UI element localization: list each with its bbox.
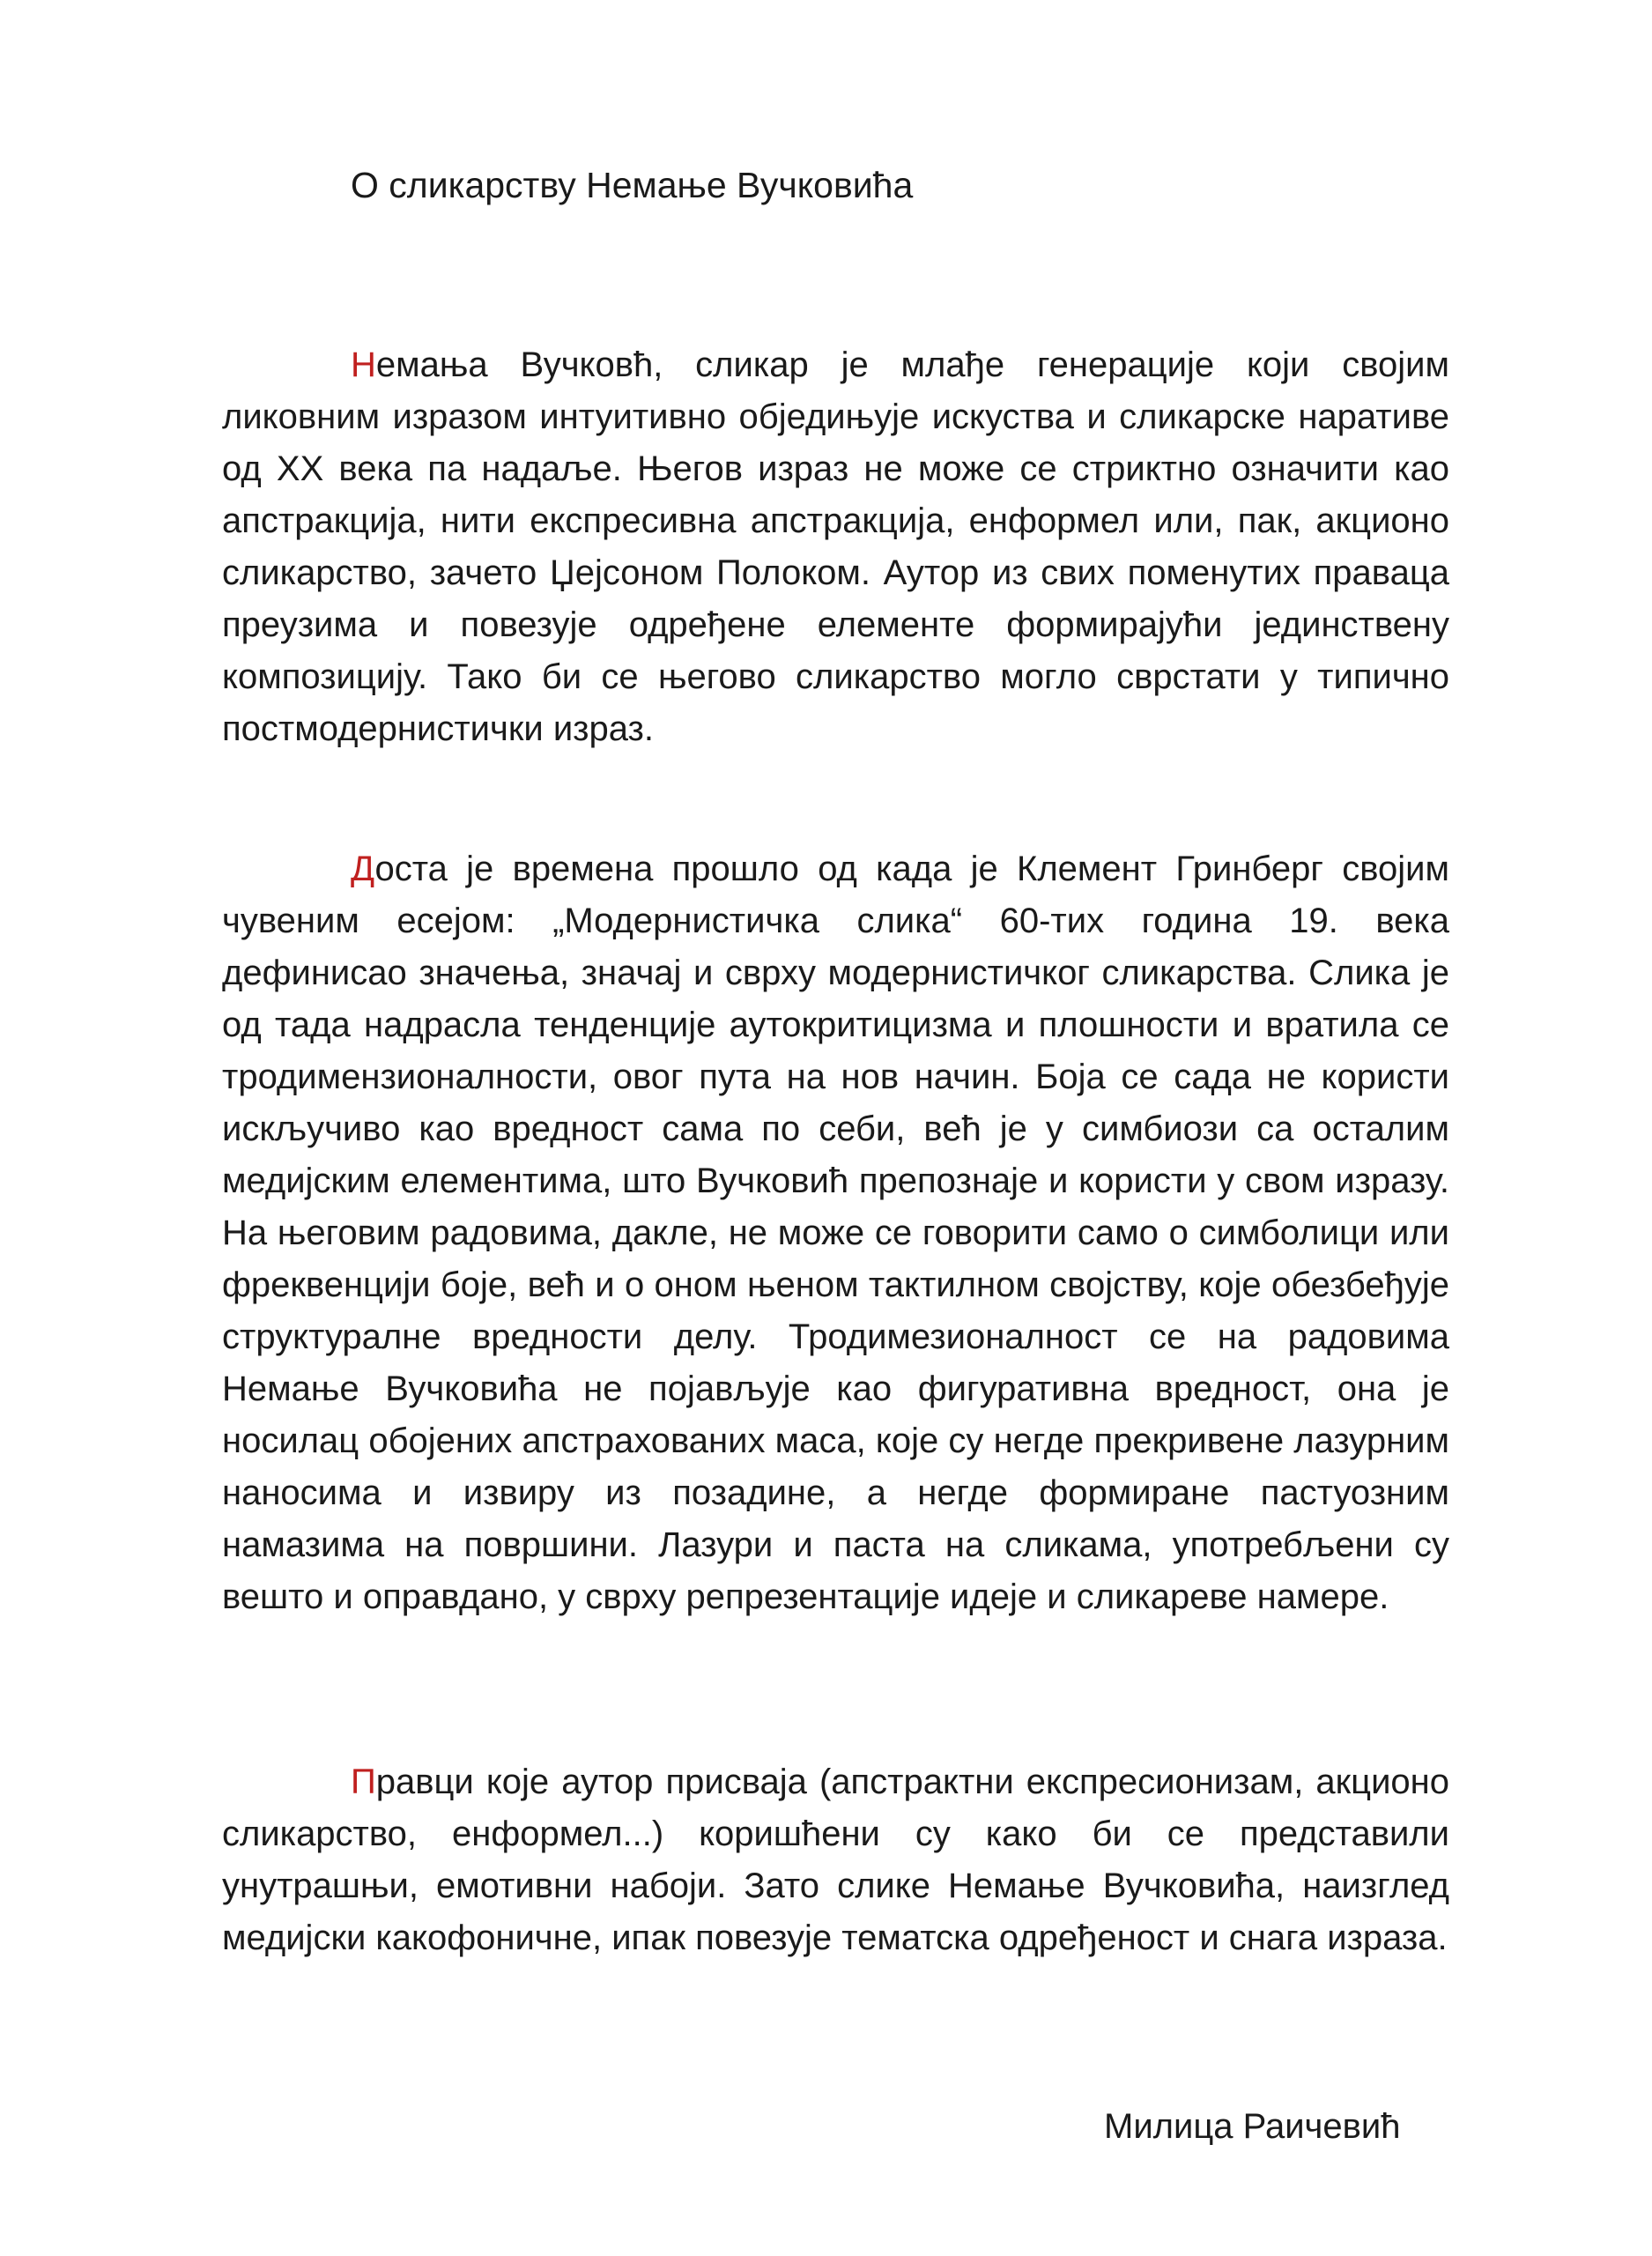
paragraph-2-text bbox=[222, 843, 1449, 1623]
author-signature: Милица Раичевић bbox=[1104, 2107, 1401, 2146]
paragraph-2-initial: Д bbox=[351, 850, 375, 888]
paragraph-3-text bbox=[222, 1756, 1449, 1964]
paragraph-3-initial: П bbox=[351, 1762, 376, 1801]
paragraph-2-body: оста је времена прошло од када је Клемент Гринберг својим чувеним есејом: „Модернистичка слика“ 60-тих година 19. века дефинисао значења, значај и сврху модернистичког сликарства. Слика је од тада надрасла тенденције аутокритицизма и плошности и вратила се тродимензионалности, овог пута на нов начин. Боја се сада не користи искључиво као вредност сама по себи, већ је у симбиози са осталим медијским елементима, што Вучковић препознаје и користи у свом изразу. На његовим радовима, дакле, не може се говорити само о симболици или фреквенцији боје, већ и о оном њеном тактилном својству, које обезбеђује структуралне вредности делу. Тродимезионалност се на радовима Немање Вучковића не појављује као фигуративна вредност, она је носилац обојених апстрахованих маса, које су негде прекривене лазурним наносима и извиру из позадине, а негде формиране пастуозним намазима на површини. Лазури и паста на сликама, употребљени су вешто и оправдано, у сврху репрезентације идеје и сликареве намере. bbox=[222, 850, 1449, 1616]
paragraph-1-text bbox=[222, 339, 1449, 755]
document-title: О сликарству Немање Вучковића bbox=[351, 165, 914, 205]
paragraph-2 bbox=[222, 843, 1449, 1623]
paragraph-3-body: равци које аутор присваја (апстрактни експресионизам, акционо сликарство, енформел...) коришћени су како би се представили унутрашњи, емотивни набоји. Зато слике Немање Вучковића, наизглед медијски какофоничне, ипак повезује тематска одређеност и снага израза. bbox=[222, 1762, 1449, 1957]
paragraph-1-body: емања Вучковћ, сликар је млађе генерације који својим ликовним изразом интуитивно обједињује искуства и сликарске наративе од XX века па надаље. Његов израз не може се стриктно означити као апстракција, нити експресивна апстракција, енформел или, пак, акционо сликарство, зачето Џејсоном Полоком. Аутор из свих поменутих праваца преузима и повезује одређене елементе формирајући јединствену композицију. Тако би се његово сликарство могло сврстати у типично постмодернистички израз. bbox=[222, 345, 1449, 748]
paragraph-1-initial: Н bbox=[351, 345, 376, 384]
paragraph-1 bbox=[222, 339, 1449, 755]
paragraph-3 bbox=[222, 1756, 1449, 1964]
